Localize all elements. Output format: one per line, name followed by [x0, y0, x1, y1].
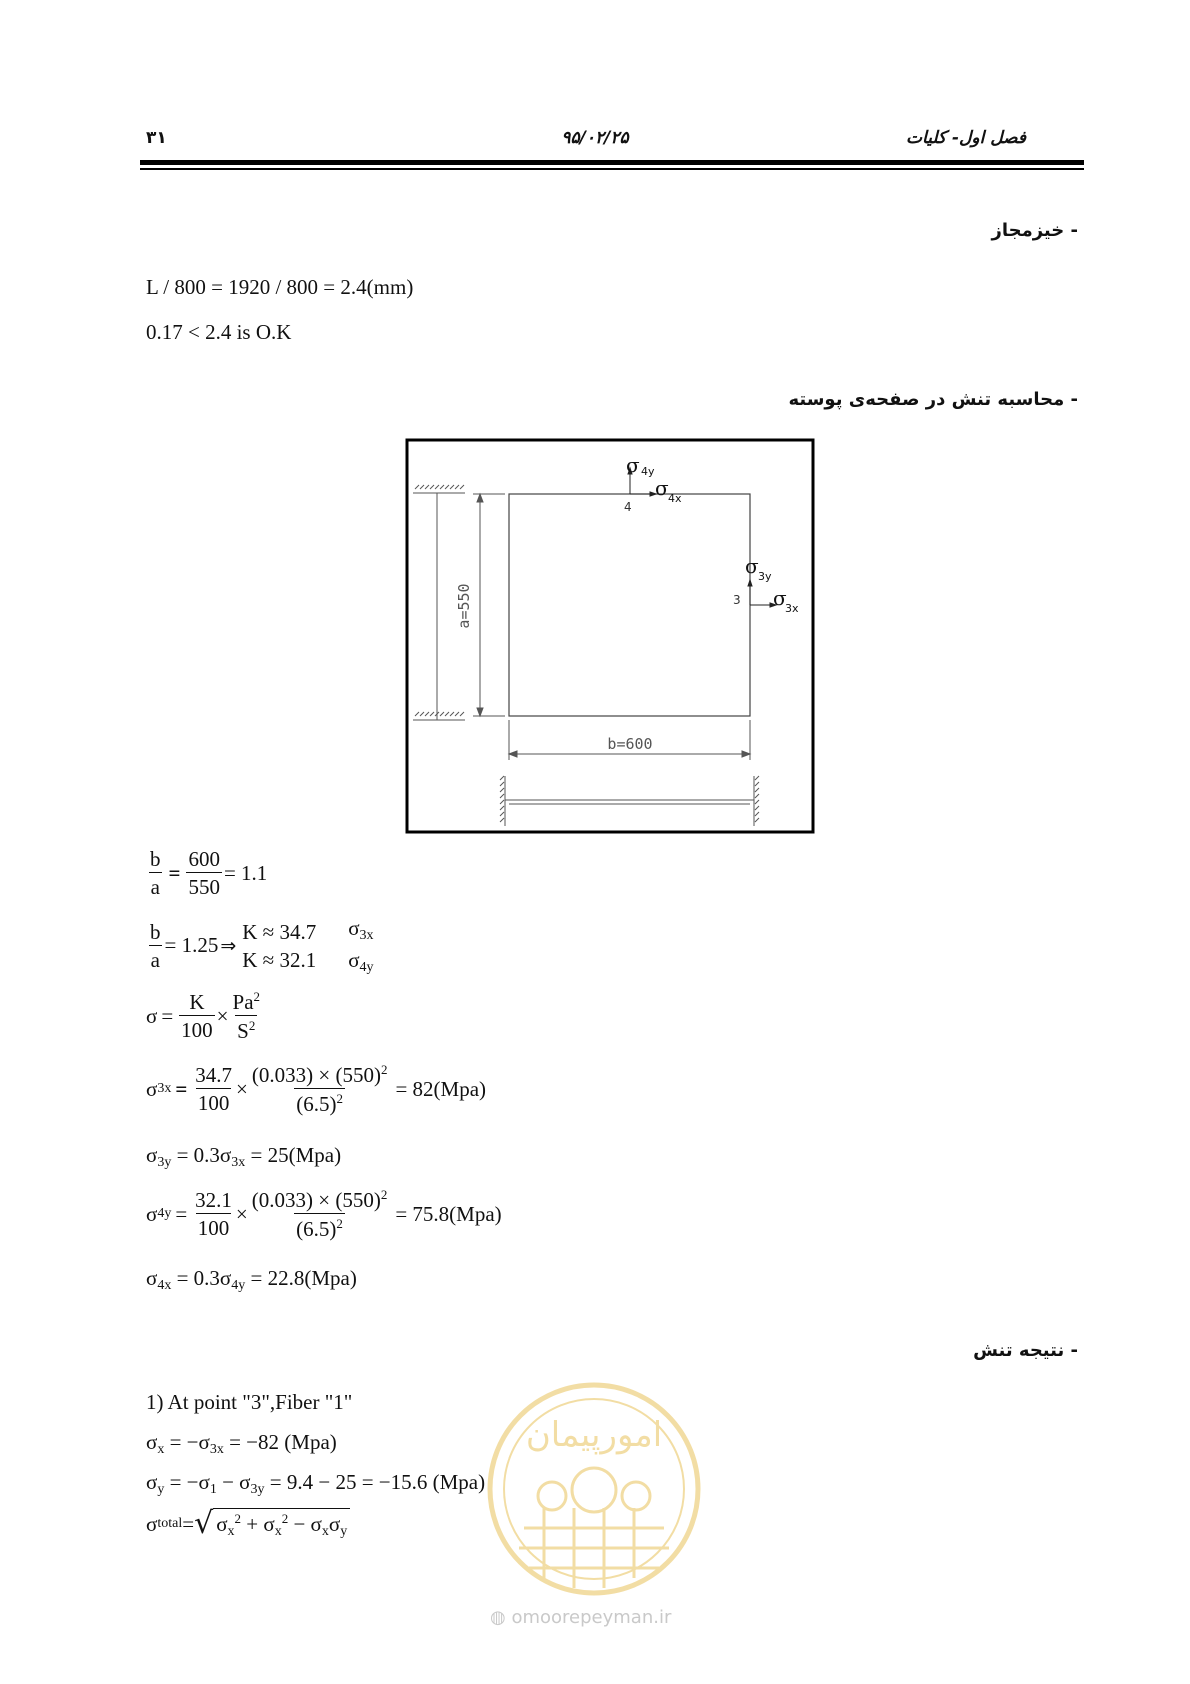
sigma-4y-subscript: 4y	[641, 465, 655, 478]
header-date: ۹۵/۰۲/۲۵	[561, 128, 629, 148]
chapter-title: فصل اول- کلیات	[906, 128, 1026, 148]
deflection-heading: - خیزمجاز	[991, 220, 1078, 241]
result-point-line: 1) At point "3",Fiber "1"	[146, 1390, 353, 1414]
equation-k-coefficients: $\frac{b}{a}$ = 1.25 ⇒ K ≈ 34.7 K ≈ 32.1 $\sigma_{3x}$ $\sigma_{4y}$	[150, 916, 374, 975]
equation-sigma-3y: $\sigma_{3y} = 0.3\sigma_{3x} = 25(Mpa)$	[146, 1143, 342, 1170]
header-rule-thin	[140, 168, 1084, 170]
result-sigma-total: σ total = √ $\sigma_x^2 + \sigma_x^2 - \sigma_x\sigma_y$	[146, 1508, 350, 1540]
sigma-4x-symbol: σ	[655, 476, 669, 500]
deflection-line-1: L / 800 = 1920 / 800 = 2.4(mm)	[146, 275, 414, 299]
result-sigma-y: $\sigma_y = -\sigma_1 - \sigma_{3y} = 9.4 - 25 = -15.6$ (Mpa)	[146, 1470, 486, 1497]
point-3-label: 3	[733, 593, 741, 607]
implies-arrow-icon: ⇒	[220, 934, 237, 957]
equation-sigma-4x: $\sigma_{4x} = 0.3\sigma_{4y} = 22.8(Mpa)$	[146, 1266, 357, 1293]
deflection-line-2: 0.17 < 2.4 is O.K	[146, 320, 292, 344]
dimension-b-label: b=600	[607, 735, 653, 753]
equation-sigma-3x: σ 3x = $\frac{34.7}{100}$ × $\frac{(0.033) \times (550)^2}{(6.5)^2}$ = 82(Mpa)	[146, 1062, 487, 1117]
sigma-4y-symbol: σ	[626, 453, 640, 477]
watermark-logo-text: امورپیمان	[525, 1415, 663, 1455]
watermark-url: ◍ omoorepeyman.ir	[490, 1607, 672, 1628]
diagram-frame	[407, 440, 813, 832]
sigma-3x-symbol: σ	[773, 586, 787, 610]
header-rule-thick	[140, 160, 1084, 165]
equation-stress-formula: σ = $\frac{K}{100}$ × $\frac{Pa^2}{S^2}$	[146, 989, 261, 1044]
dimension-a-label: a=550	[455, 583, 473, 629]
plate-diagram	[405, 438, 817, 836]
square-root-icon: √	[194, 1506, 214, 1541]
watermark-logo	[474, 1378, 714, 1600]
sigma-4x-subscript: 4x	[668, 492, 682, 505]
result-heading: - نتیجه تنش	[973, 1340, 1078, 1361]
equation-ratio: $\frac{b}{a}$ = $\frac{600}{550}$ = 1.1	[150, 847, 268, 900]
sigma-3y-symbol: σ	[745, 554, 759, 578]
result-sigma-x: $\sigma_x = -\sigma_{3x} = -82$ (Mpa)	[146, 1430, 337, 1457]
globe-icon: ◍	[490, 1607, 506, 1628]
equation-sigma-4y: σ 4y = $\frac{32.1}{100}$ × $\frac{(0.033) \times (550)^2}{(6.5)^2}$ = 75.8(Mpa)	[146, 1187, 502, 1242]
sigma-3y-subscript: 3y	[758, 570, 772, 583]
point-4-label: 4	[624, 500, 632, 514]
page-number: ۳۱	[146, 128, 167, 148]
stress-heading: - محاسبه تنش در صفحه‌ی پوسته	[788, 389, 1078, 410]
sigma-3x-subscript: 3x	[785, 602, 799, 615]
